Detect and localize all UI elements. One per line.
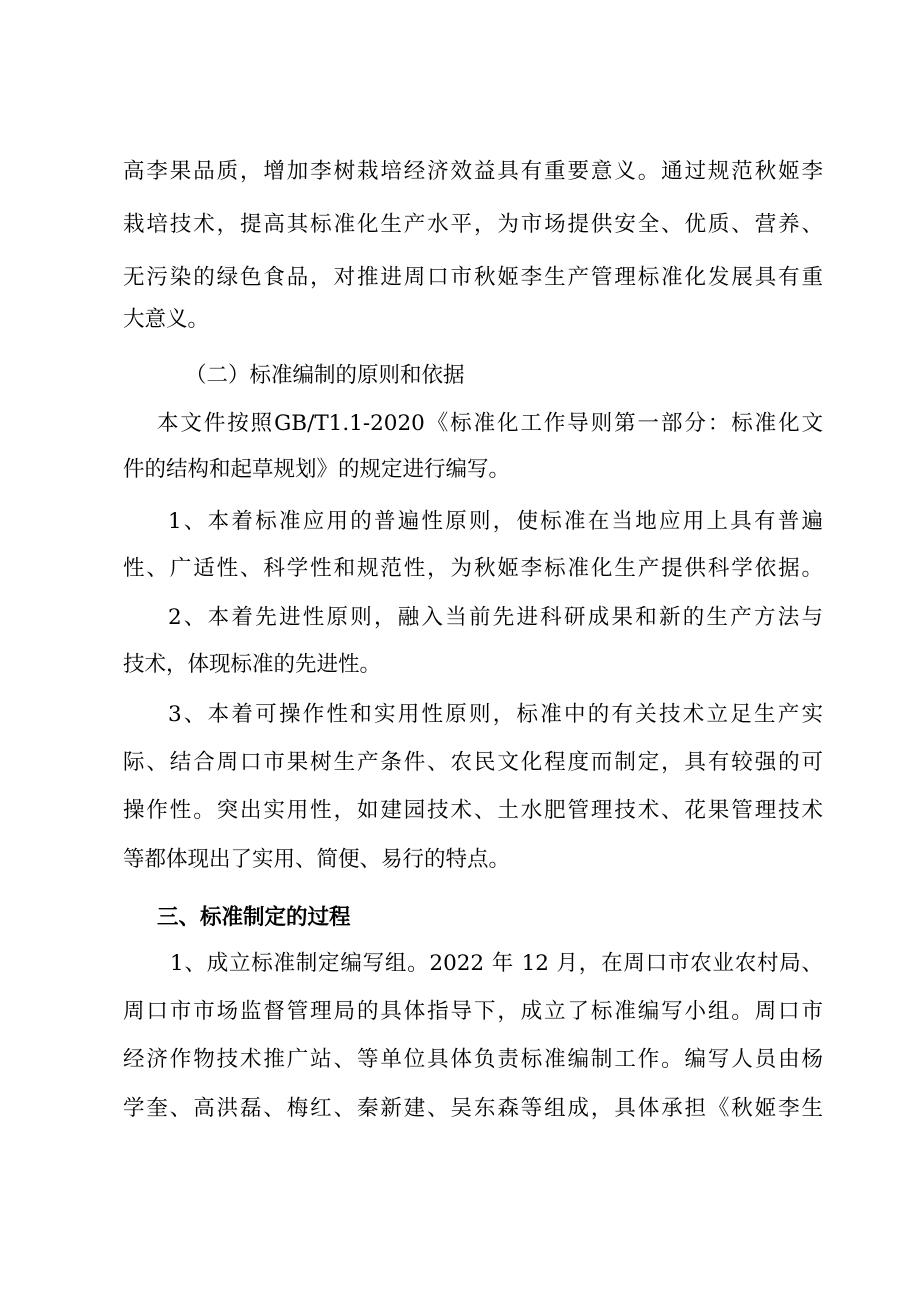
paragraph-process-1-line-1: 1、成立标准制定编写组。2022 年 12 月，在周口市农业农村局、 — [170, 951, 823, 976]
paragraph-principle-2-line-1: 2、本着先进性原则，融入当前先进科研成果和新的生产方法与 — [168, 605, 823, 630]
paragraph-process-1-line-2: 周口市市场监督管理局的具体指导下，成立了标准编写小组。周口市 — [123, 999, 823, 1024]
paragraph-intro-line-2: 栽培技术，提高其标准化生产水平，为市场提供安全、优质、营养、 — [123, 212, 823, 237]
paragraph-intro-line-4: 大意义。 — [123, 307, 210, 332]
section-2-heading: （二）标准编制的原则和依据 — [185, 363, 465, 388]
paragraph-principle-3-line-2: 际、结合周口市果树生产条件、农民文化程度而制定，具有较强的可 — [123, 750, 823, 775]
section-3-heading: 三、标准制定的过程 — [157, 905, 351, 930]
paragraph-principle-3-line-4: 等都体现出了实用、简便、易行的特点。 — [123, 847, 511, 872]
paragraph-basis-line-2: 件的结构和起草规划》的规定进行编写。 — [123, 457, 511, 482]
paragraph-basis-line-1: 本文件按照GB/T1.1-2020《标准化工作导则第一部分：标准化文 — [157, 411, 823, 436]
paragraph-process-1-line-3: 经济作物技术推广站、等单位具体负责标准编制工作。编写人员由杨 — [123, 1047, 823, 1072]
paragraph-principle-1-line-1: 1、本着标准应用的普遍性原则，使标准在当地应用上具有普遍 — [168, 509, 823, 534]
paragraph-principle-3-line-1: 3、本着可操作性和实用性原则，标准中的有关技术立足生产实 — [168, 702, 823, 727]
paragraph-principle-1-line-2: 性、广适性、科学性和规范性，为秋姬李标准化生产提供科学依据。 — [123, 556, 823, 581]
paragraph-intro-line-1: 高李果品质，增加李树栽培经济效益具有重要意义。通过规范秋姬李 — [123, 159, 823, 184]
paragraph-process-1-line-4: 学奎、高洪磊、梅红、秦新建、吴东森等组成，具体承担《秋姬李生 — [123, 1096, 823, 1121]
paragraph-principle-3-line-3: 操作性。突出实用性，如建园技术、土水肥管理技术、花果管理技术 — [123, 798, 823, 823]
paragraph-intro-line-3: 无污染的绿色食品，对推进周口市秋姬李生产管理标准化发展具有重 — [123, 265, 823, 290]
paragraph-principle-2-line-2: 技术，体现标准的先进性。 — [123, 652, 382, 677]
